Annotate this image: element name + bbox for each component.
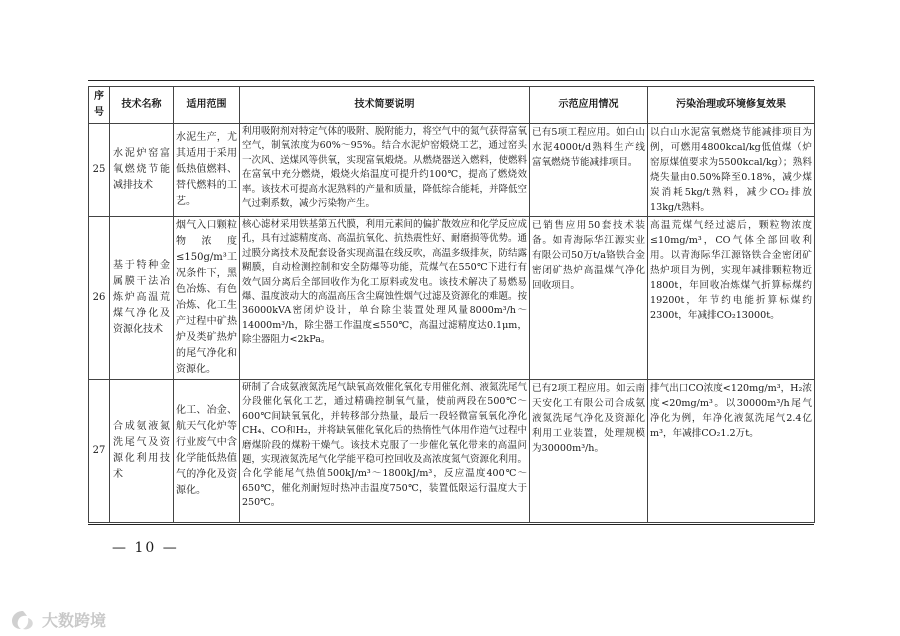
header-name: 技术名称 xyxy=(110,87,174,124)
row-effect: 排气出口CO浓度<120mg/m³，H₂浓度<20mg/m³。以30000m³/h尾气净化为例，年净化液氮洗尾气2.4亿m³，年减排CO₂1.2万t。 xyxy=(648,380,815,523)
table-row xyxy=(89,380,815,523)
row-app: 已有2项工程应用。如云南天安化工有限公司合成氨液氮洗尾气净化及资源化利用工业装置，处理规模为30000m³/h。 xyxy=(530,380,648,523)
row-scope: 化工、冶金、航天气化炉等行业废气中含化学能低热值气的净化及资源化。 xyxy=(174,380,240,523)
row-desc: 利用吸附剂对特定气体的吸附、脱附能力，将空气中的氮气获得富氧空气，制氧浓度为60%～95%。结合水泥炉窑煅烧工艺，通过窑头一次风、送煤风等供氧，实现富氧煅烧。从燃烧器送入燃料，使燃料在富氧中充分燃烧，煅烧火焰温度可提升约100℃，提高了燃烧效率。该技术可提高水泥熟料的产量和质量，降低综合能耗，并降低空气过剩系数，减少污染物产生。 xyxy=(240,124,530,217)
row-effect: 高温荒煤气经过滤后，颗粒物浓度≤10mg/m³，CO气体全部回收利用。以青海际华江源铬铁合金密闭矿热炉项目为例，实现年减排颗粒物近1800t，年回收冶炼煤气折算标煤约19200t，年节约电能折算标煤约2300t，年减排CO₂13000t。 xyxy=(648,217,815,380)
top-rule xyxy=(88,80,814,81)
row-scope: 水泥生产，尤其适用于采用低热值燃料、替代燃料的工艺。 xyxy=(174,124,240,217)
header-effect: 污染治理或环境修复效果 xyxy=(648,87,815,124)
watermark-text: 大数跨境 xyxy=(42,611,107,630)
row-num: 26 xyxy=(89,217,110,380)
watermark xyxy=(10,608,106,631)
header-app: 示范应用情况 xyxy=(530,87,648,124)
bottom-rule xyxy=(88,524,814,525)
row-scope: 烟气入口颗粒物浓度≤150g/m³工况条件下，黑色冶炼、有色冶炼、化工生产过程中矿热炉及类矿热炉的尾气净化和资源化。 xyxy=(174,217,240,380)
header-scope: 适用范围 xyxy=(174,87,240,124)
row-app: 已有5项工程应用。如白山水泥4000t/d熟料生产线富氧燃烧节能减排项目。 xyxy=(530,124,648,217)
page-number: — 10 — xyxy=(112,540,179,556)
header-num: 序号 xyxy=(89,87,110,124)
row-desc: 研制了合成氨液氮洗尾气缺氧高效催化氧化专用催化剂、液氮洗尾气分段催化氧化工艺，通过精确控制氧气量，使前两段在500℃～600℃间缺氧氧化，并转移部分热量，最后一段轻微富氧氧化净化CH₄、CO和H₂，并将缺氧催化氧化后的热惰性气体用作造气过程中磨煤阶段的煤粉干燥气。该技术克服了一步催化氧化带来的高温问题，实现液氮洗尾气化学能平稳可控回收及高浓度氮气资源化利用。合化学能尾气热值500kJ/m³～1800kJ/m³，反应温度400℃～650℃，催化剂耐短时热冲击温度750℃，装置低限运行温度大于250℃。 xyxy=(240,380,530,523)
row-name: 基于特种金属膜干法冶炼炉高温荒煤气净化及资源化技术 xyxy=(110,217,174,380)
row-desc: 核心滤材采用铁基第五代膜，利用元素间的偏扩散效应和化学反应成孔，具有过滤精度高、高温抗氧化、抗热震性好、耐磨损等优势。通过膜分离技术及配套设备实现高温在线反吹，高温多级排灰，防结露糊膜，自动检测控制和安全防爆等功能，荒煤气在550℃下进行有效气固分离后全部回收作为化工原料或发电。该技术解决了易燃易爆、温度波动大的高温高压含尘腐蚀性烟气过滤及资源化的难题。按36000kVA密闭炉设计，单台除尘装置处理风量8000m³/h～14000m³/h，除尘器工作温度≤550℃，高温过滤精度达0.1μm，除尘器阻力<2kPa。 xyxy=(240,217,530,380)
row-num: 27 xyxy=(89,380,110,523)
row-effect: 以白山水泥富氧燃烧节能减排项目为例，可燃用4800kcal/kg低值煤（炉窑原煤值要求为5500kcal/kg）；熟料烧失量由0.50%降至0.18%，减少煤炭消耗5kg/t熟料，减少CO₂排放13kg/t熟料。 xyxy=(648,124,815,217)
table-row xyxy=(89,217,815,380)
header-desc: 技术简要说明 xyxy=(240,87,530,124)
table-header-row xyxy=(89,87,815,124)
watermark-logo-icon xyxy=(10,609,36,631)
row-name: 水泥炉窑富氧燃烧节能减排技术 xyxy=(110,124,174,217)
row-name: 合成氨液氮洗尾气及资源化利用技术 xyxy=(110,380,174,523)
row-app: 已销售应用50套技术装备。如青海际华江源实业有限公司50万t/a铬铁合金密闭矿热炉高温煤气净化回收项目。 xyxy=(530,217,648,380)
row-num: 25 xyxy=(89,124,110,217)
technology-table xyxy=(88,86,815,523)
table-row xyxy=(89,124,815,217)
